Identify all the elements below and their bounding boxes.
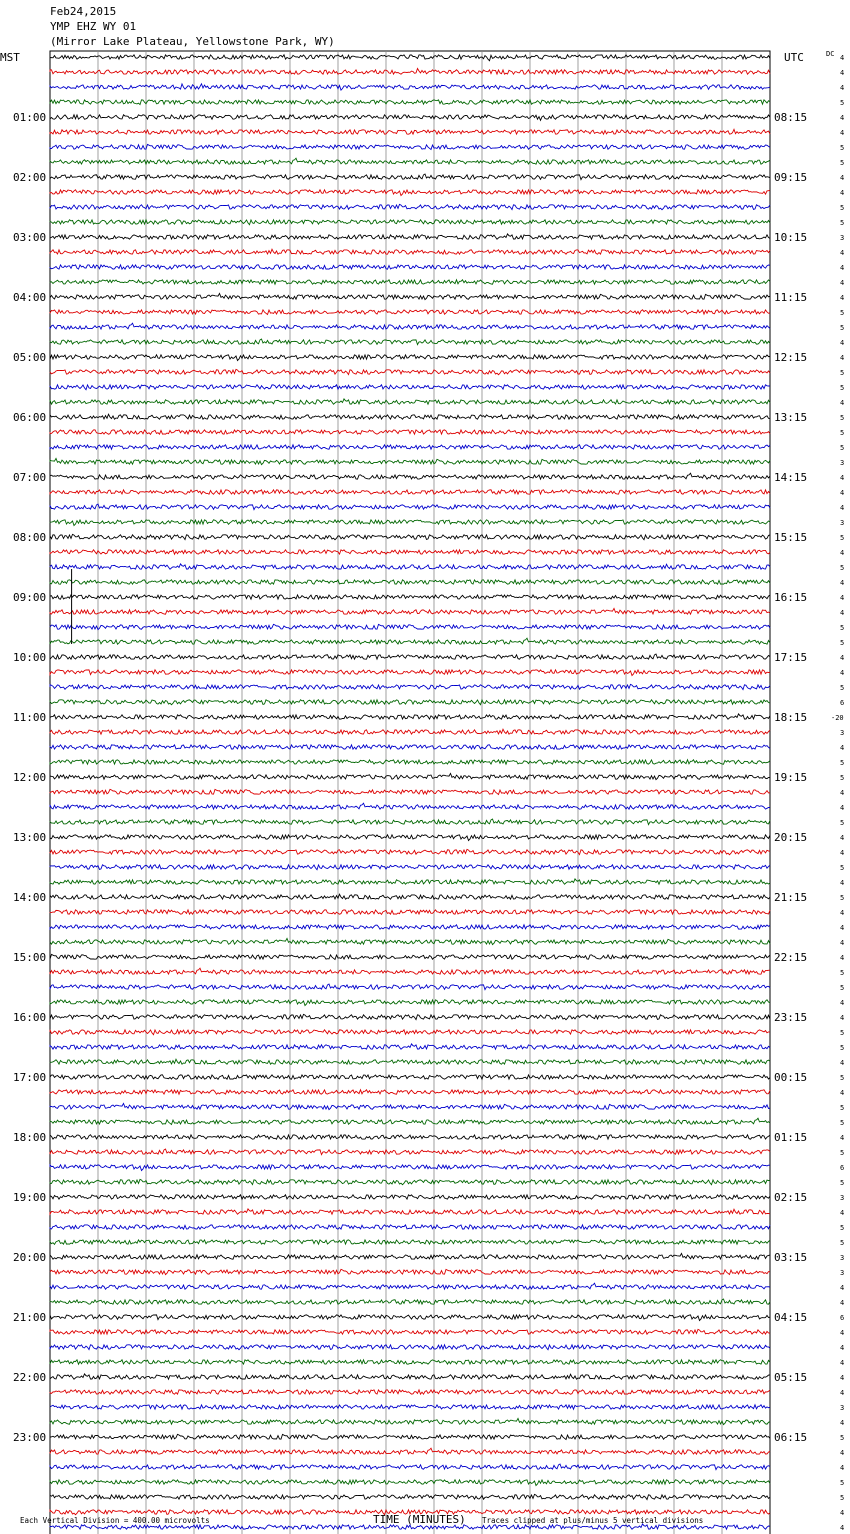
dc-offset-value: 5 xyxy=(840,144,845,152)
seismic-trace xyxy=(50,385,770,390)
seismic-trace xyxy=(50,879,770,884)
seismic-trace xyxy=(50,1283,770,1289)
dc-offset-value: 5 xyxy=(840,429,845,437)
dc-offset-value: 4 xyxy=(840,189,845,197)
dc-label: DC xyxy=(826,50,835,58)
seismic-trace xyxy=(50,1329,770,1334)
dc-offset-value: 4 xyxy=(840,1134,845,1142)
seismic-trace xyxy=(50,1090,770,1094)
seismic-trace xyxy=(50,595,770,599)
dc-offset-value: 4 xyxy=(840,879,845,887)
seismic-trace xyxy=(50,700,770,705)
seismic-trace xyxy=(50,293,770,299)
dc-offset-value: 4 xyxy=(840,1464,845,1472)
dc-offset-value: 4 xyxy=(840,69,845,77)
dc-offset-value: 5 xyxy=(840,99,845,107)
seismic-trace xyxy=(50,789,770,794)
seismic-trace xyxy=(50,1360,770,1364)
dc-offset-value: 4 xyxy=(840,129,845,137)
seismic-trace xyxy=(50,399,770,404)
seismic-trace xyxy=(50,564,770,569)
seismic-trace xyxy=(50,938,770,944)
seismic-trace xyxy=(50,1240,770,1245)
axis-labels xyxy=(0,50,844,1534)
dc-offset-value: 5 xyxy=(840,1239,845,1247)
left-timezone-label: MST xyxy=(0,51,20,64)
seismic-trace xyxy=(50,624,770,629)
right-hour-label: 17:15 xyxy=(774,651,808,664)
dc-offset-value: 4 xyxy=(840,594,845,602)
right-hour-label: 11:15 xyxy=(774,291,808,304)
seismic-trace xyxy=(50,835,770,841)
dc-offset-value: 4 xyxy=(840,1089,845,1097)
dc-offset-value: 4 xyxy=(840,1359,845,1367)
right-hour-label: 21:15 xyxy=(774,891,808,904)
dc-offset-value: 5 xyxy=(840,894,845,902)
right-hour-label: 23:15 xyxy=(774,1011,808,1024)
right-hour-label: 19:15 xyxy=(774,771,808,784)
dc-offset-value: -20 xyxy=(831,714,844,722)
dc-offset-value: 4 xyxy=(840,609,845,617)
left-hour-label: 20:00 xyxy=(13,1251,47,1264)
left-hour-label: 18:00 xyxy=(13,1131,47,1144)
dc-offset-value: 4 xyxy=(840,654,845,662)
seismic-trace xyxy=(50,925,770,929)
dc-offset-value: 4 xyxy=(840,549,845,557)
left-hour-label: 17:00 xyxy=(13,1071,47,1084)
seismic-trace xyxy=(50,280,770,284)
right-hour-label: 15:15 xyxy=(774,531,808,544)
seismic-trace xyxy=(50,100,770,105)
seismic-trace xyxy=(50,414,770,419)
dc-offset-value: 3 xyxy=(840,1254,845,1262)
seismic-trace xyxy=(50,670,770,676)
dc-offset-value: 5 xyxy=(840,219,845,227)
seismic-trace xyxy=(50,1179,770,1184)
dc-offset-value: 4 xyxy=(840,1389,845,1397)
dc-offset-value: 4 xyxy=(840,294,845,302)
dc-offset-value: 4 xyxy=(840,474,845,482)
dc-offset-value: 5 xyxy=(840,414,845,422)
right-hour-label: 05:15 xyxy=(774,1371,808,1384)
dc-offset-value: 5 xyxy=(840,684,845,692)
left-hour-label: 02:00 xyxy=(13,171,47,184)
left-hour-label: 11:00 xyxy=(13,711,47,724)
dc-offset-value: 5 xyxy=(840,1479,845,1487)
right-hour-label: 02:15 xyxy=(774,1191,808,1204)
dc-offset-value: 4 xyxy=(840,1329,845,1337)
seismic-trace xyxy=(50,1059,770,1064)
seismic-trace xyxy=(50,490,770,494)
seismic-trace xyxy=(50,69,770,75)
seismic-trace xyxy=(50,339,770,345)
left-hour-label: 14:00 xyxy=(13,891,47,904)
seismic-trace xyxy=(50,984,770,990)
seismic-trace xyxy=(50,458,770,464)
dc-offset-value: 4 xyxy=(840,1449,845,1457)
dc-offset-value: 5 xyxy=(840,444,845,452)
dc-offset-value: 4 xyxy=(840,909,845,917)
dc-offset-value: 4 xyxy=(840,1014,845,1022)
left-hour-label: 16:00 xyxy=(13,1011,47,1024)
seismic-trace xyxy=(50,684,770,689)
seismic-trace xyxy=(50,849,770,854)
seismic-trace xyxy=(50,115,770,121)
dc-offset-value: 4 xyxy=(840,249,845,257)
right-hour-label: 20:15 xyxy=(774,831,808,844)
dc-offset-value: 6 xyxy=(840,699,845,707)
dc-offset-value: 4 xyxy=(840,339,845,347)
dc-offset-value: 4 xyxy=(840,669,845,677)
seismic-trace xyxy=(50,1014,770,1019)
left-hour-label: 03:00 xyxy=(13,231,47,244)
right-hour-label: 12:15 xyxy=(774,351,808,364)
plot-header-date: Feb24,2015 xyxy=(50,5,117,18)
dc-offset-value: 5 xyxy=(840,534,845,542)
dc-offset-value: 5 xyxy=(840,369,845,377)
right-hour-label: 13:15 xyxy=(774,411,808,424)
seismic-trace xyxy=(50,954,770,959)
right-hour-label: 08:15 xyxy=(774,111,808,124)
seismic-trace xyxy=(50,550,770,554)
dc-offset-value: 3 xyxy=(840,234,845,242)
seismic-trace xyxy=(50,1075,770,1080)
dc-offset-value: 5 xyxy=(840,309,845,317)
seismic-trace xyxy=(50,355,770,361)
seismic-trace xyxy=(50,1464,770,1470)
seismic-trace xyxy=(50,1345,770,1350)
dc-offset-value: 4 xyxy=(840,489,845,497)
right-hour-label: 16:15 xyxy=(774,591,808,604)
dc-offset-value: 5 xyxy=(840,159,845,167)
dc-offset-value: 4 xyxy=(840,54,845,62)
dc-offset-value: 5 xyxy=(840,969,845,977)
seismic-trace xyxy=(50,265,770,270)
seismic-trace xyxy=(50,654,770,659)
seismic-trace xyxy=(50,1405,770,1409)
seismic-trace xyxy=(50,580,770,585)
dc-offset-value: 4 xyxy=(840,1284,845,1292)
seismic-trace xyxy=(50,1149,770,1155)
dc-offset-value: 4 xyxy=(840,954,845,962)
seismic-trace xyxy=(50,55,770,61)
dc-offset-value: 5 xyxy=(840,819,845,827)
right-hour-label: 00:15 xyxy=(774,1071,808,1084)
dc-offset-value: 5 xyxy=(840,564,845,572)
right-hour-label: 14:15 xyxy=(774,471,808,484)
dc-offset-value: 6 xyxy=(840,1164,845,1172)
dc-offset-value: 4 xyxy=(840,1419,845,1427)
seismic-trace xyxy=(50,865,770,870)
clip-note: Traces clipped at plus/minus 5 vertical divisions xyxy=(482,1516,704,1525)
dc-offset-value: 5 xyxy=(840,1179,845,1187)
dc-offset-value: 5 xyxy=(840,204,845,212)
dc-offset-value: 4 xyxy=(840,279,845,287)
seismic-trace xyxy=(50,729,770,734)
seismic-trace xyxy=(50,1253,770,1259)
seismic-trace xyxy=(50,190,770,196)
dc-offset-value: 5 xyxy=(840,1149,845,1157)
seismic-trace xyxy=(50,220,770,225)
scale-note: Each Vertical Division = 400.00 microvolts xyxy=(20,1516,210,1525)
seismic-trace xyxy=(50,1418,770,1424)
dc-offset-value: 5 xyxy=(840,1434,845,1442)
right-hour-label: 06:15 xyxy=(774,1431,808,1444)
dc-offset-value: 5 xyxy=(840,759,845,767)
left-hour-label: 22:00 xyxy=(13,1371,47,1384)
dc-offset-value: 5 xyxy=(840,1224,845,1232)
seismic-trace xyxy=(50,158,770,164)
seismic-trace xyxy=(50,369,770,374)
dc-offset-value: 3 xyxy=(840,729,845,737)
seismic-trace xyxy=(50,1135,770,1139)
dc-offset-value: 5 xyxy=(840,1494,845,1502)
dc-offset-value: 4 xyxy=(840,1374,845,1382)
right-hour-label: 10:15 xyxy=(774,231,808,244)
seismic-trace xyxy=(50,773,770,779)
seismic-trace xyxy=(50,1044,770,1049)
right-hour-label: 01:15 xyxy=(774,1131,808,1144)
seismic-trace xyxy=(50,1448,770,1454)
seismic-trace xyxy=(50,144,770,149)
seismic-trace xyxy=(50,1030,770,1035)
dc-offset-value: 6 xyxy=(840,1314,845,1322)
seismic-trace xyxy=(50,1494,770,1499)
seismic-trace xyxy=(50,1269,770,1274)
dc-offset-value: 3 xyxy=(840,459,845,467)
dc-offset-value: 4 xyxy=(840,1059,845,1067)
dc-offset-value: 5 xyxy=(840,639,845,647)
dc-offset-value: 4 xyxy=(840,834,845,842)
dc-offset-value: 4 xyxy=(840,1344,845,1352)
left-hour-label: 12:00 xyxy=(13,771,47,784)
seismic-trace xyxy=(50,534,770,539)
seismic-trace xyxy=(50,1315,770,1321)
dc-offset-value: 4 xyxy=(840,579,845,587)
seismic-trace xyxy=(50,473,770,479)
seismic-trace xyxy=(50,174,770,180)
seismic-trace xyxy=(50,504,770,510)
right-hour-label: 04:15 xyxy=(774,1311,808,1324)
left-hour-label: 05:00 xyxy=(13,351,47,364)
plot-header-station: YMP EHZ WY 01 xyxy=(50,20,137,33)
dc-offset-value: 4 xyxy=(840,1299,845,1307)
seismic-trace xyxy=(50,1209,770,1214)
dc-offset-value: 5 xyxy=(840,1074,845,1082)
left-hour-label: 21:00 xyxy=(13,1311,47,1324)
seismic-trace xyxy=(50,1299,770,1304)
dc-offset-value: 5 xyxy=(840,384,845,392)
seismic-trace xyxy=(50,1000,770,1006)
dc-offset-value: 4 xyxy=(840,399,845,407)
seismic-trace xyxy=(50,520,770,526)
dc-offset-value: 5 xyxy=(840,1104,845,1112)
seismic-trace xyxy=(50,234,770,239)
x-axis-title: TIME (MINUTES) xyxy=(373,1513,466,1526)
right-hour-label: 18:15 xyxy=(774,711,808,724)
dc-offset-value: 4 xyxy=(840,1209,845,1217)
dc-offset-value: 5 xyxy=(840,1044,845,1052)
seismic-trace xyxy=(50,1434,770,1439)
dc-offset-value: 5 xyxy=(840,984,845,992)
dc-offset-value: 4 xyxy=(840,804,845,812)
dc-offset-value: 4 xyxy=(840,114,845,122)
seismic-trace xyxy=(50,714,770,719)
seismic-trace xyxy=(50,803,770,809)
seismic-trace xyxy=(50,1390,770,1395)
dc-offset-value: 5 xyxy=(840,624,845,632)
dc-offset-value: 4 xyxy=(840,924,845,932)
dc-offset-value: 4 xyxy=(840,504,845,512)
left-hour-label: 09:00 xyxy=(13,591,47,604)
seismic-trace xyxy=(50,204,770,209)
seismic-trace xyxy=(50,1103,770,1109)
plot-header-location: (Mirror Lake Plateau, Yellowstone Park, WY) xyxy=(50,35,335,48)
seismic-trace xyxy=(50,608,770,614)
left-hour-label: 13:00 xyxy=(13,831,47,844)
dc-offset-value: 5 xyxy=(840,864,845,872)
dc-offset-value: 5 xyxy=(840,324,845,332)
seismic-trace xyxy=(50,430,770,435)
right-hour-label: 09:15 xyxy=(774,171,808,184)
right-timezone-label: UTC xyxy=(784,51,804,64)
seismic-trace xyxy=(50,129,770,134)
seismic-trace xyxy=(50,638,770,644)
dc-offset-value: 5 xyxy=(840,1119,845,1127)
seismic-trace xyxy=(50,84,770,90)
left-hour-label: 08:00 xyxy=(13,531,47,544)
seismic-trace xyxy=(50,819,770,825)
right-hour-label: 22:15 xyxy=(774,951,808,964)
dc-offset-value: 4 xyxy=(840,999,845,1007)
dc-offset-value: 4 xyxy=(840,1524,845,1532)
dc-offset-value: 3 xyxy=(840,1404,845,1412)
left-hour-label: 06:00 xyxy=(13,411,47,424)
left-hour-label: 10:00 xyxy=(13,651,47,664)
left-hour-label: 07:00 xyxy=(13,471,47,484)
dc-offset-value: 4 xyxy=(840,789,845,797)
dc-offset-value: 4 xyxy=(840,849,845,857)
seismic-trace xyxy=(50,323,770,329)
dc-offset-value: 3 xyxy=(840,1269,845,1277)
dc-offset-value: 3 xyxy=(840,519,845,527)
seismic-trace xyxy=(50,1118,770,1124)
dc-offset-value: 5 xyxy=(840,774,845,782)
dc-offset-value: 4 xyxy=(840,264,845,272)
seismic-trace xyxy=(50,1480,770,1486)
dc-offset-value: 5 xyxy=(840,1029,845,1037)
seismogram-traces xyxy=(50,55,770,1534)
dc-offset-value: 3 xyxy=(840,1194,845,1202)
seismic-trace xyxy=(50,894,770,899)
dc-offset-value: 4 xyxy=(840,354,845,362)
left-hour-label: 01:00 xyxy=(13,111,47,124)
dc-offset-value: 4 xyxy=(840,1509,845,1517)
seismic-trace xyxy=(50,1225,770,1229)
left-hour-label: 23:00 xyxy=(13,1431,47,1444)
left-hour-label: 04:00 xyxy=(13,291,47,304)
seismic-trace xyxy=(50,310,770,315)
seismic-trace xyxy=(50,910,770,915)
left-hour-label: 19:00 xyxy=(13,1191,47,1204)
right-hour-label: 03:15 xyxy=(774,1251,808,1264)
seismic-trace xyxy=(50,1165,770,1171)
dc-offset-value: 4 xyxy=(840,84,845,92)
seismic-trace xyxy=(50,445,770,449)
dc-offset-value: 4 xyxy=(840,744,845,752)
seismic-trace xyxy=(50,760,770,764)
seismic-trace xyxy=(50,745,770,750)
seismic-trace xyxy=(50,1374,770,1379)
dc-offset-value: 4 xyxy=(840,939,845,947)
seismic-trace xyxy=(50,968,770,974)
seismic-trace xyxy=(50,1195,770,1199)
dc-offset-value: 4 xyxy=(840,174,845,182)
left-hour-label: 15:00 xyxy=(13,951,47,964)
seismic-trace xyxy=(50,249,770,254)
